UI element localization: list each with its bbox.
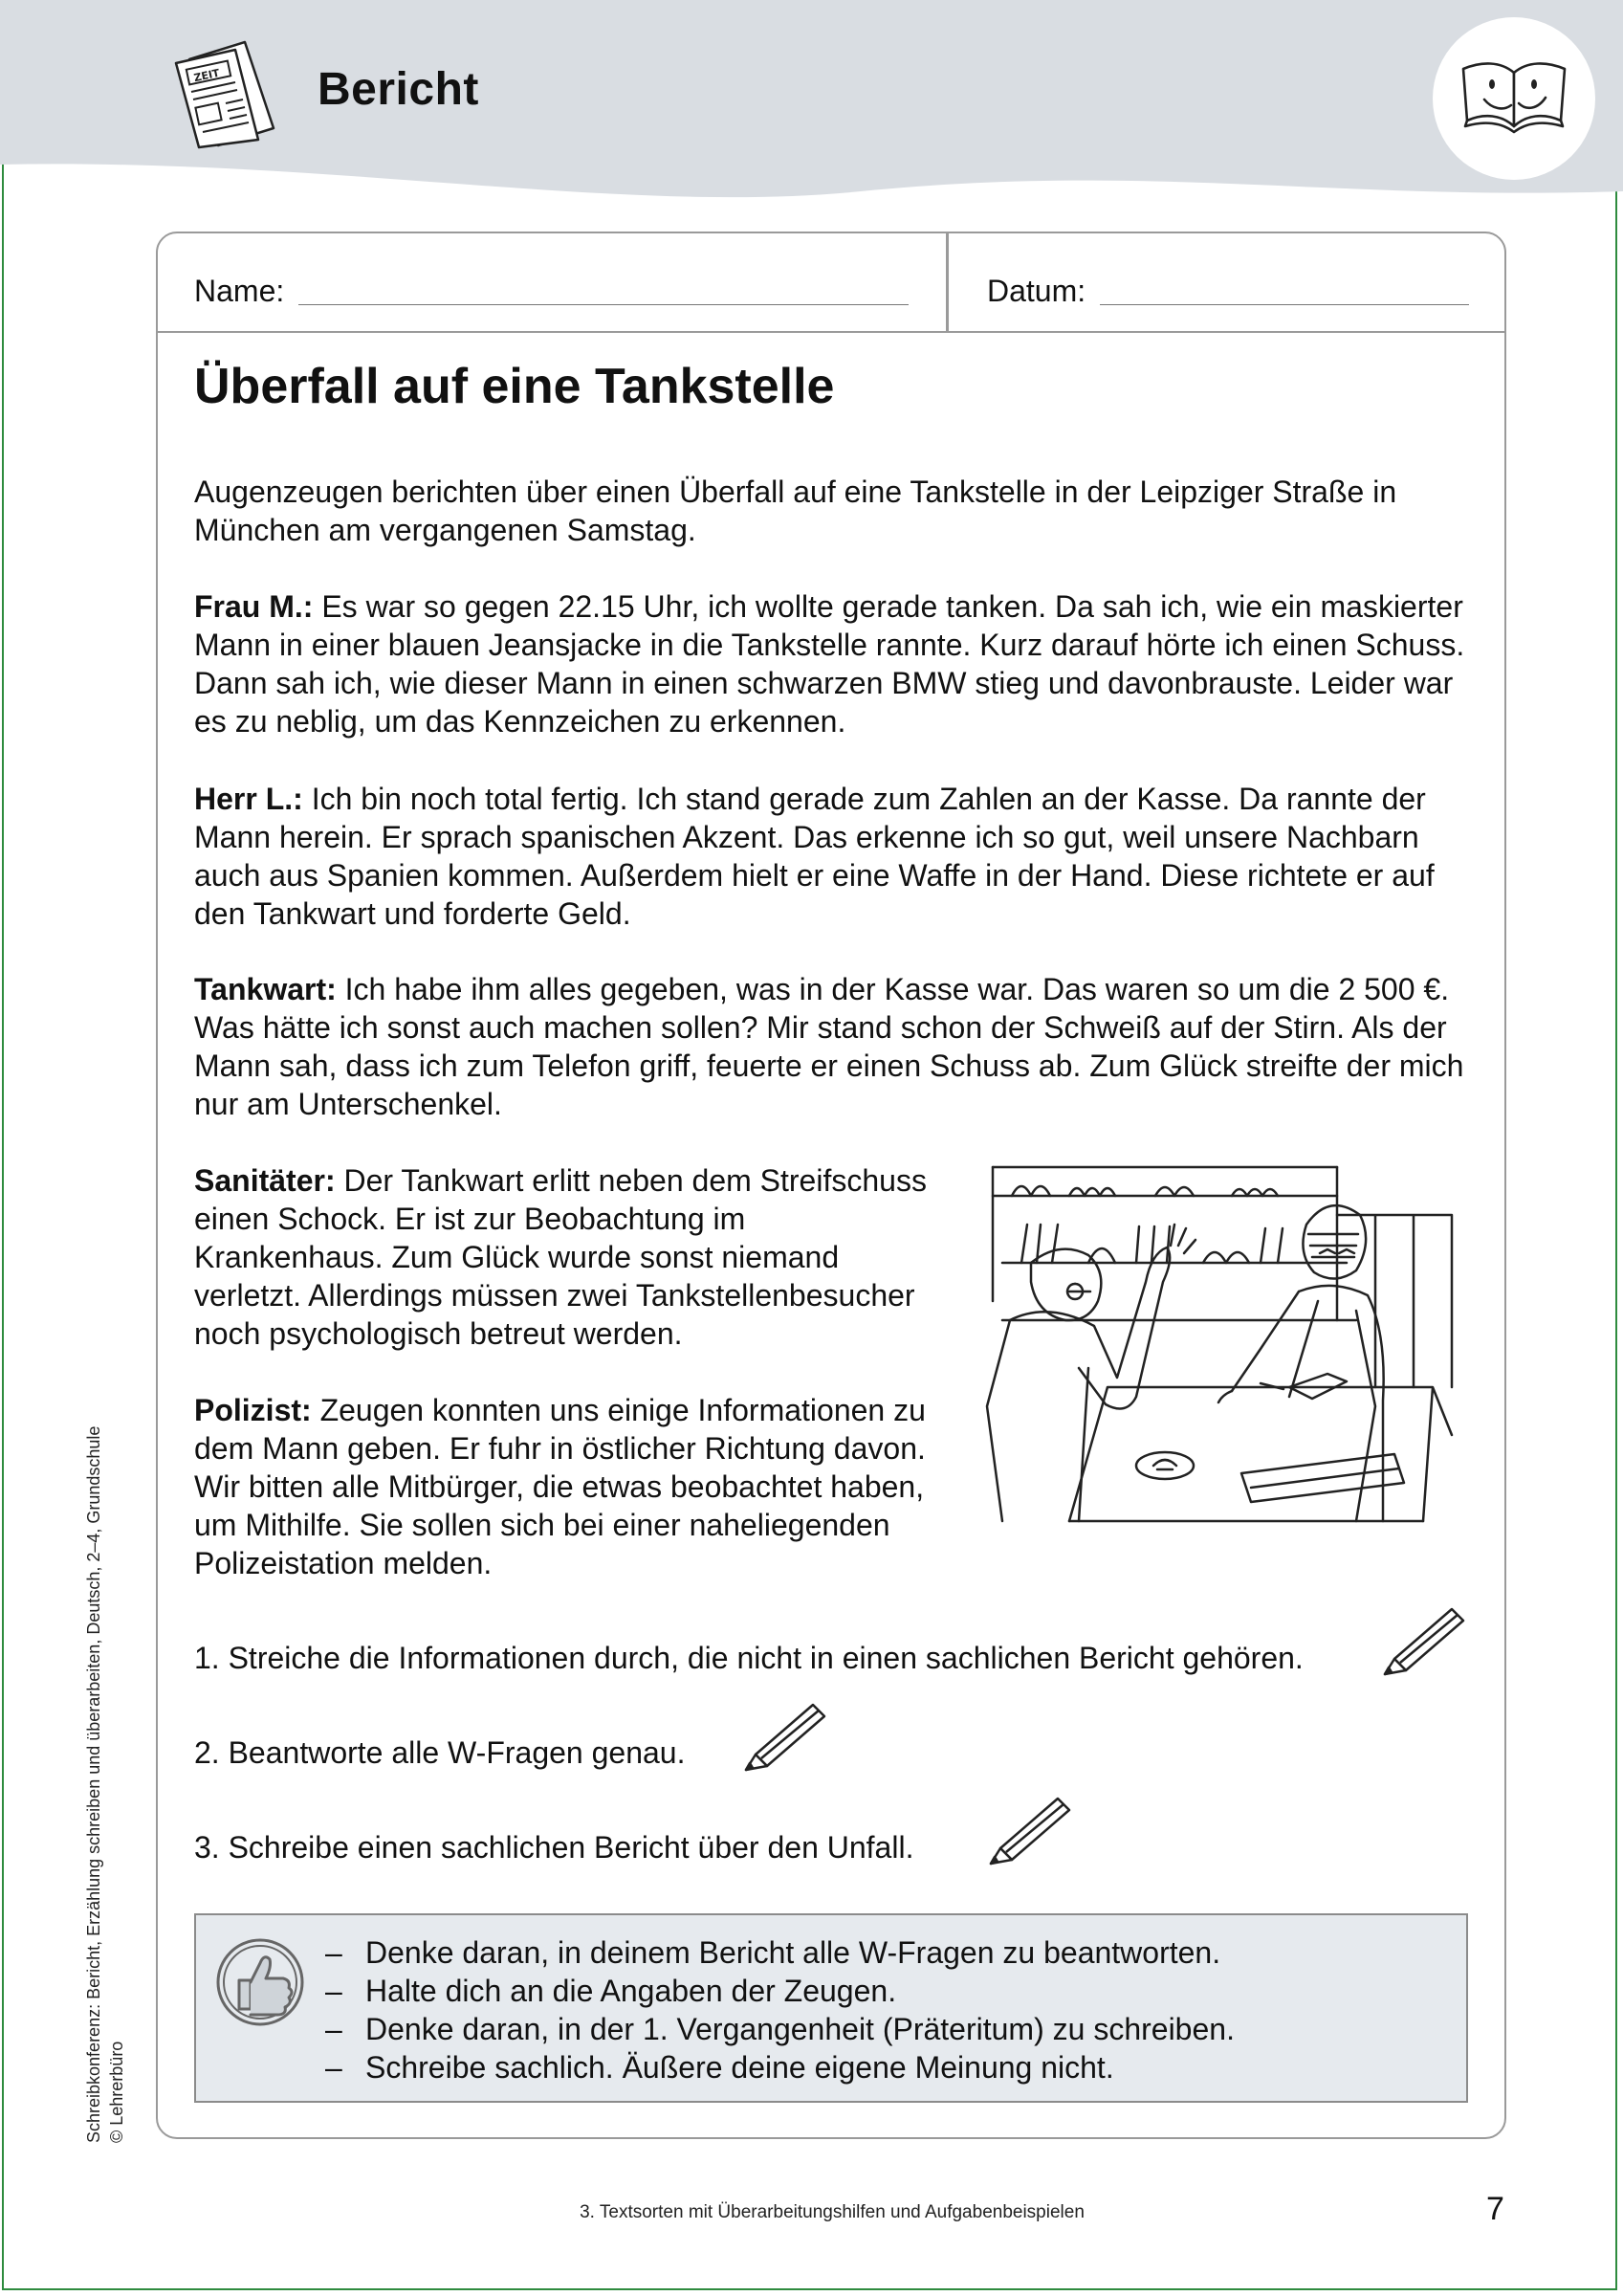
task-2: 2. Beantworte alle W-Fragen genau. [194,1735,686,1770]
tip-item: – Halte dich an die Angaben der Zeugen. [325,1974,897,2008]
tip-dash: – [325,1974,342,2008]
tip-item: – Denke daran, in deinem Bericht alle W-Fragen zu beantworten. [325,1935,1221,1970]
statement-tankwart [194,970,1476,1123]
section-title: Bericht [318,64,479,115]
footer-chapter: 3. Textsorten mit Überarbeitungshilfen und Aufgabenbeispielen [580,2202,1085,2222]
tip-dash: – [325,2050,342,2085]
statement-polizist [194,1391,940,1582]
tip-item: – Denke daran, in der 1. Vergangenheit (Präteritum) zu schreiben. [325,2012,1235,2046]
statement-frau-m [194,587,1476,740]
statement-text: Zeugen konnten uns einige Informationen zu dem Mann geben. Er fuhr in östlicher Richtung davon. Wir bitten alle Mitbürger, die etwas beobachtet haben, um Mithilfe. Sie sollen sich bei einer naheliegenden Polizeistation melden. [194,1393,926,1580]
side-credit [82,1282,128,2143]
name-label: Name: [194,274,285,308]
statement-sanitaeter [194,1161,940,1353]
statement-text: Der Tankwart erlitt neben dem Streifschuss einen Schock. Er ist zur Beobachtung im Krankenhaus. Zum Glück wurde sonst niemand verletzt. Allerdings müssen zwei Tankstellenbesucher noch psychologisch betreut werden. [194,1163,927,1351]
statement-speaker: Tankwart: [194,972,337,1006]
statement-text: Ich bin noch total fertig. Ich stand gerade zum Zahlen an der Kasse. Da rannte der Mann herein. Er sprach spanischen Akzent. Das erkenne ich so gut, weil unsere Nachbarn auch aus Spanien kommen. Außerdem hielt er eine Waffe in der Hand. Diese richtete er auf den Tankwart und forderte Geld. [194,782,1435,931]
date-field[interactable] [1100,304,1469,305]
statement-herr-l [194,780,1476,933]
name-date-divider [946,233,949,333]
statement-text: Ich habe ihm alles gegeben, was in der Kasse war. Das waren so um die 2 500 €. Was hätte ich sonst auch machen sollen? Mir stand schon der Schweiß auf der Stirn. Als der Mann sah, dass ich zum Telefon griff, feuerte er einen Schuss ab. Zum Glück streifte der mich nur am Unterschenkel. [194,972,1464,1121]
task-1: 1. Streiche die Informationen durch, die nicht in einen sachlichen Bericht gehören. [194,1641,1304,1675]
name-date-row [156,232,1506,333]
thumbs-up-icon [212,1934,308,2030]
date-label: Datum: [987,274,1086,308]
page-number: 7 [1486,2191,1504,2227]
newspaper-icon [168,36,283,149]
pencil-icon [736,1695,832,1772]
name-field[interactable] [298,304,909,305]
statement-speaker: Polizist: [194,1393,312,1427]
statement-speaker: Frau M.: [194,589,314,624]
article-title: Überfall auf eine Tankstelle [194,359,835,414]
smiling-book-icon [1458,54,1570,140]
pencil-icon [1375,1600,1471,1676]
tip-dash: – [325,1935,342,1970]
pencil-icon [981,1789,1077,1866]
tip-item: – Schreibe sachlich. Äußere deine eigene Meinung nicht. [325,2050,1114,2085]
tip-list [325,1933,1235,2086]
article-intro: Augenzeugen berichten über einen Überfall auf eine Tankstelle in der Leipziger Straße in München am vergangenen Samstag. [194,475,1397,547]
copyright: © Lehrerbüro [107,2041,126,2143]
statement-text: Es war so gegen 22.15 Uhr, ich wollte gerade tanken. Da sah ich, wie ein maskierter Mann in einer blauen Jeansjacke in die Tankstelle rannte. Kurz darauf hörte ich einen Schuss. Dann sah ich, wie dieser Mann in einen schwarzen BMW stieg und davonbrauste. Leider war es zu neblig, um das Kennzeichen zu erkennen. [194,589,1465,739]
tip-dash: – [325,2012,342,2046]
statement-speaker: Herr L.: [194,782,303,816]
side-credit-title: Schreibkonferenz: Bericht, Erzählung schreiben und überarbeiten, Deutsch, 2–4, Grundschule [84,1425,103,2143]
newspaper-label: ZEIT [192,66,221,85]
book-badge [1433,17,1595,180]
robbery-illustration [974,1158,1461,1531]
statement-speaker: Sanitäter: [194,1163,336,1198]
task-3: 3. Schreibe einen sachlichen Bericht über den Unfall. [194,1830,914,1865]
